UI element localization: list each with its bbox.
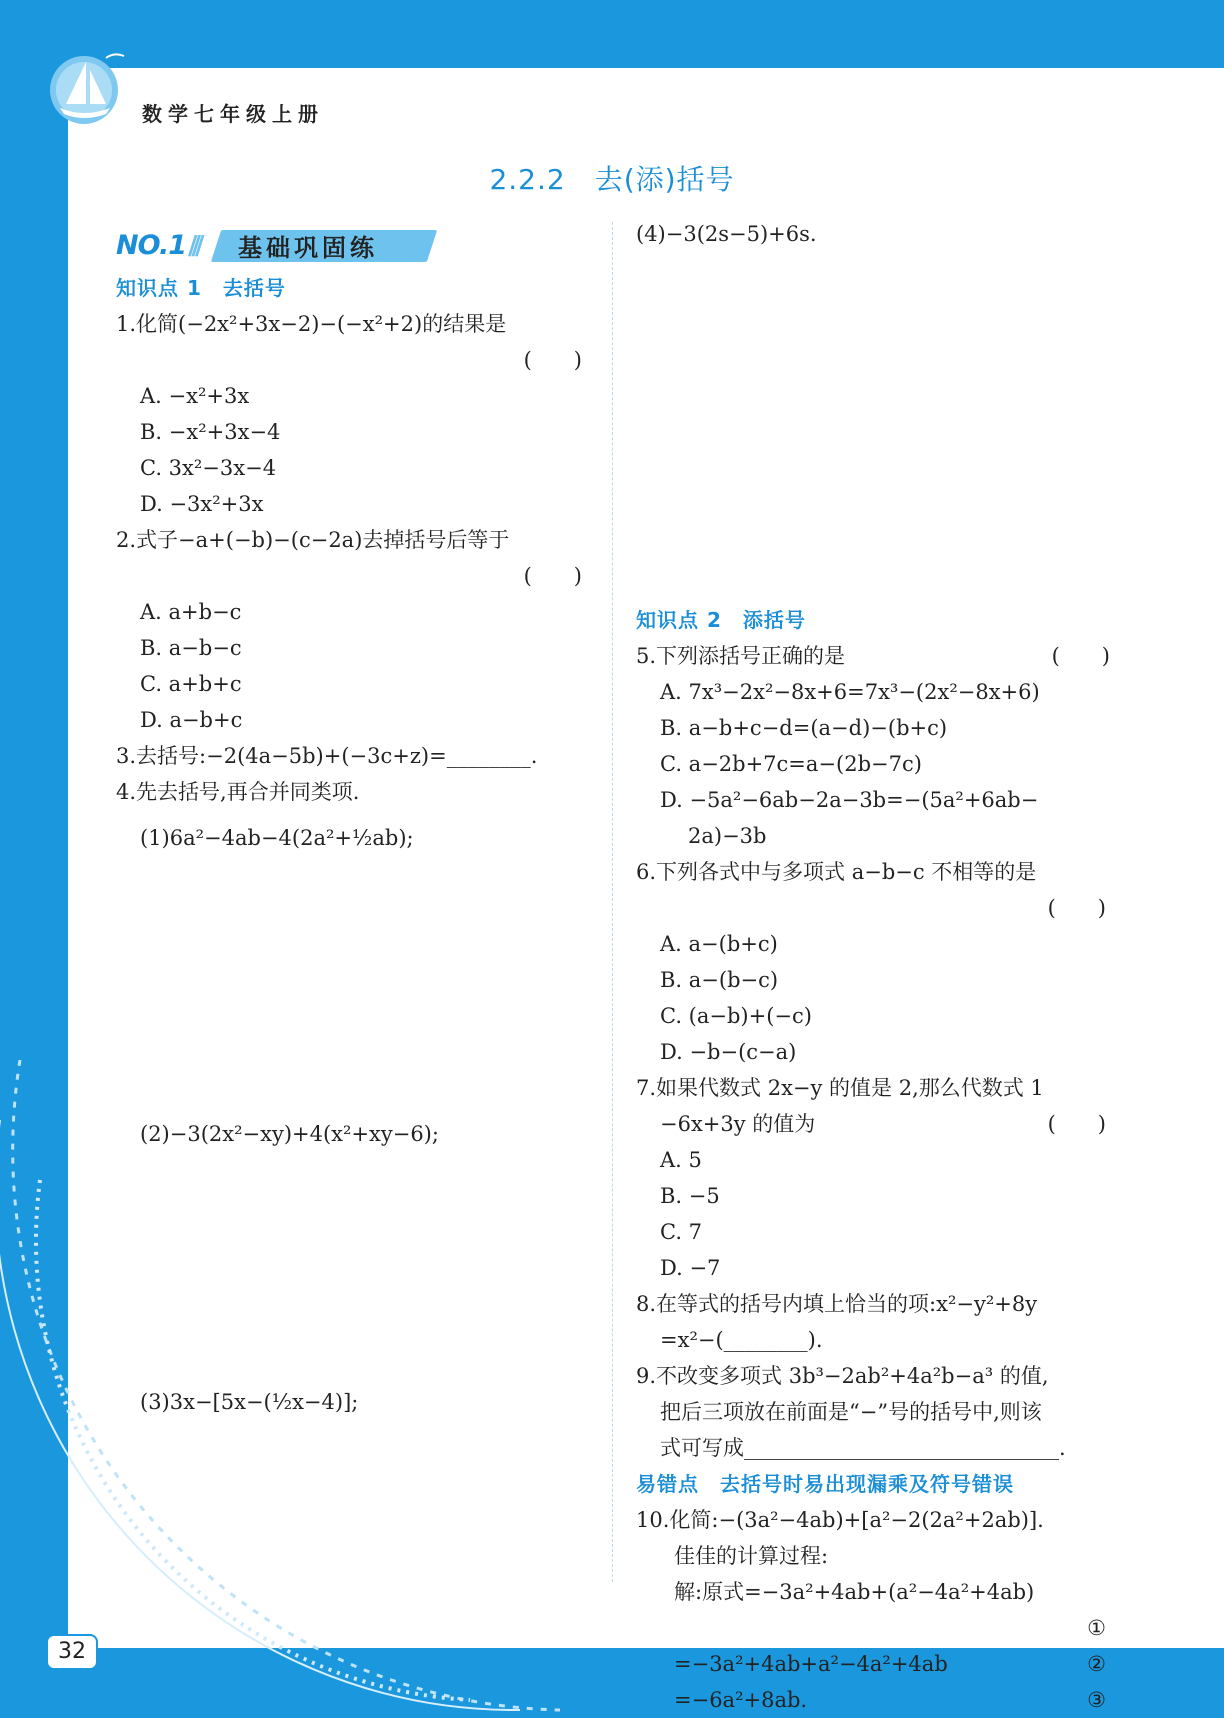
option-a: A. 7x³−2x²−8x+6=7x³−(2x²−8x+6) <box>660 680 1040 704</box>
option-d: D. −7 <box>660 1256 721 1280</box>
error-point-heading: 易错点 去括号时易出现漏乘及符号错误 <box>636 1472 1014 1496</box>
question-7-stem: 7.如果代数式 2x−y 的值是 2,那么代数式 1 <box>636 1076 1044 1100</box>
answer-space <box>116 856 586 1116</box>
answer-space <box>116 1152 586 1384</box>
option-d: D. −b−(c−a) <box>660 1040 797 1064</box>
question-10-line-4: =−3a²+4ab+a²−4a²+4ab <box>674 1652 948 1676</box>
question-6-answer-paren: ( ) <box>1047 896 1106 920</box>
question-10-step-3 <box>636 1682 1110 1718</box>
section-title: 2.2.2 去(添)括号 <box>489 163 735 196</box>
option-c: C. a−2b+7c=a−(2b−7c) <box>660 752 922 776</box>
option-b: B. a−b+c−d=(a−d)−(b+c) <box>660 716 948 740</box>
sailboat-logo-icon <box>48 48 128 128</box>
question-7-answer-paren: ( ) <box>1047 1112 1106 1136</box>
option-b: B. a−(b−c) <box>660 968 779 992</box>
option-a: A. a+b−c <box>140 600 242 624</box>
banner-number: NO.1 <box>116 230 186 261</box>
step-marker-3: ③ <box>1087 1688 1106 1712</box>
question-8-line-1: 8.在等式的括号内填上恰当的项:x²−y²+8y <box>636 1292 1038 1316</box>
answer-space <box>636 252 1110 602</box>
question-5-stem: 5.下列添括号正确的是 <box>636 644 846 668</box>
option-b: B. −x²+3x−4 <box>140 420 281 444</box>
question-4-part-2: (2)−3(2x²−xy)+4(x²+xy−6); <box>140 1122 439 1146</box>
option-d-continued: 2a)−3b <box>688 824 767 848</box>
question-7-options <box>636 1142 1110 1286</box>
banner-slashes: /// <box>188 231 199 261</box>
banner-label: 基础巩固练 <box>238 234 378 262</box>
option-b: B. −5 <box>660 1184 720 1208</box>
question-6-stem: 6.下列各式中与多项式 a−b−c 不相等的是 <box>636 860 1037 884</box>
option-c: C. 7 <box>660 1220 703 1244</box>
question-5-options <box>636 674 1110 854</box>
option-d: D. a−b+c <box>140 708 243 732</box>
step-marker-2: ② <box>1087 1652 1106 1676</box>
option-d: D. −3x²+3x <box>140 492 264 516</box>
question-6-options <box>636 926 1110 1070</box>
column-divider <box>612 222 613 1582</box>
question-7-line-2 <box>636 1106 1110 1142</box>
question-2-options <box>116 594 586 738</box>
question-7-stem-cont: −6x+3y 的值为 <box>660 1112 816 1136</box>
question-10-line-1: 10.化简:−(3a²−4ab)+[a²−2(2a²+2ab)]. <box>636 1508 1044 1532</box>
option-c: C. 3x²−3x−4 <box>140 456 277 480</box>
book-title: 数学七年级上册 <box>142 102 324 126</box>
question-5 <box>636 638 1110 674</box>
question-9-line-2: 把后三项放在前面是“−”号的括号中,则该 <box>660 1400 1042 1424</box>
question-8-line-2: =x²−(________). <box>660 1328 823 1352</box>
option-a: A. 5 <box>660 1148 702 1172</box>
question-10-line-5: =−6a²+8ab. <box>674 1688 808 1712</box>
question-4: 4.先去括号,再合并同类项. <box>116 780 360 804</box>
right-column <box>636 216 1110 1718</box>
question-4-part-3: (3)3x−[5x−(½x−4)]; <box>140 1390 359 1414</box>
question-10-step-2 <box>636 1646 1110 1682</box>
question-2-stem: 2.式子−a+(−b)−(c−2a)去掉括号后等于 <box>116 528 510 552</box>
question-1-answer-paren: ( ) <box>523 348 582 372</box>
knowledge-point-1: 知识点 1 去括号 <box>116 276 286 300</box>
left-column <box>116 226 586 1420</box>
question-4-part-4: (4)−3(2s−5)+6s. <box>636 222 817 246</box>
question-10-line-2: 佳佳的计算过程: <box>674 1544 829 1568</box>
question-9-line-3: 式可写成______________________________. <box>660 1436 1066 1460</box>
page-number: 32 <box>46 1634 98 1670</box>
question-1-options <box>116 378 586 522</box>
question-4-part-1: (1)6a²−4ab−4(2a²+½ab); <box>140 826 414 850</box>
option-c: C. a+b+c <box>140 672 242 696</box>
option-b: B. a−b−c <box>140 636 242 660</box>
practice-banner <box>116 226 586 266</box>
step-marker-1: ① <box>1087 1616 1106 1640</box>
option-c: C. (a−b)+(−c) <box>660 1004 812 1028</box>
knowledge-point-2: 知识点 2 添括号 <box>636 608 806 632</box>
question-3: 3.去括号:−2(4a−5b)+(−3c+z)=________. <box>116 744 538 768</box>
question-10-line-3: 解:原式=−3a²+4ab+(a²−4a²+4ab) <box>674 1580 1035 1604</box>
option-a: A. −x²+3x <box>140 384 250 408</box>
question-1-stem: 1.化简(−2x²+3x−2)−(−x²+2)的结果是 <box>116 312 507 336</box>
option-d: D. −5a²−6ab−2a−3b=−(5a²+6ab− <box>660 788 1039 812</box>
option-a: A. a−(b+c) <box>660 932 778 956</box>
question-9-line-1: 9.不改变多项式 3b³−2ab²+4a²b−a³ 的值, <box>636 1364 1049 1388</box>
question-2-answer-paren: ( ) <box>523 564 582 588</box>
question-5-answer-paren: ( ) <box>1051 644 1110 668</box>
